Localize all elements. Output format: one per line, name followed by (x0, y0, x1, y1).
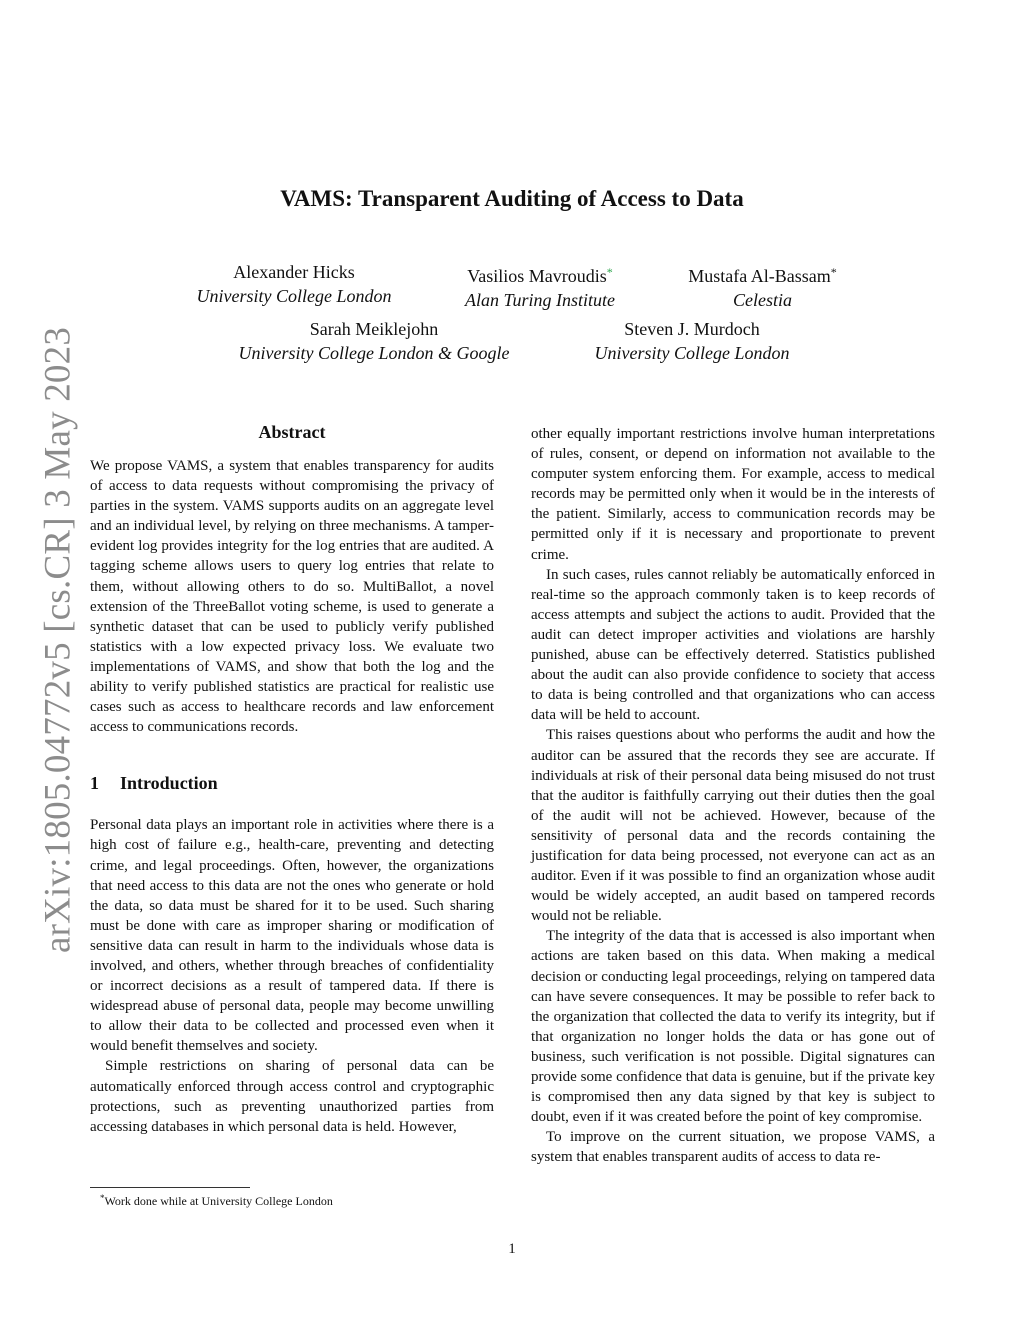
section-title: Introduction (120, 773, 218, 794)
abstract-text: We propose VAMS, a system that enables transparency for audits of access to data requests without compromising the privacy of parties in the system. VAMS supports audits on an aggregate level and an individual level, by relying on three mechanisms. A tamper-evident log provides integrity for the log entries that are audited. A tagging scheme allows users to query log entries that relate to them, without allowing others to do so. MultiBallot, a novel extension of the ThreeBallot voting scheme, is used to generate a synthetic dataset that can be used to publicly verify published statistics with a low expected privacy loss. We evaluate two implementations of VAMS, and show that both the log and the ability to verify published statistics are practical for realistic use cases such as access to healthcare records and law enforcement access to communications records. (90, 458, 494, 736)
footnote-mark: * (100, 1193, 105, 1203)
author-name: Alexander Hicks (233, 262, 355, 282)
right-column (531, 424, 935, 1167)
author-name: Mustafa Al-Bassam (688, 266, 831, 286)
left-column (90, 420, 494, 1137)
arxiv-identifier: arXiv:1805.04772v5 [cs.CR] 3 May 2023 (37, 326, 79, 954)
paper-title: VAMS: Transparent Auditing of Access to Data (280, 186, 744, 211)
paragraph: other equally important restrictions involve human interpretations of rules, consent, or depend on information not available to the computer system enforcing them. For example, access to medical records may be permitted only when it would be in the interests of the patient. Similarly, access to communication records may be permitted only if it is necessary and proportionate to prevent crime. (531, 426, 935, 563)
section-number: 1 (90, 773, 99, 794)
footnote (100, 1193, 333, 1209)
paragraph: In such cases, rules cannot reliably be automatically enforced in real-time so the approach commonly taken is to keep records of access attempts and subject the actions to audit. Provided that the audit can detect improper activities and violations are harshly punished, abuse can be effectively deterred. Statistics published about the audit can also provide confidence to society that access to data is being controlled and that organizations who can access data will be held to account. (531, 566, 935, 724)
author-block (184, 260, 404, 308)
author-affiliation: University College London (196, 286, 392, 306)
author-block (660, 260, 865, 312)
author-block (440, 260, 640, 312)
abstract-heading: Abstract (258, 422, 326, 442)
paragraph: This raises questions about who performs the audit and how the auditor can be assured that the records they see are accurate. If individuals at risk of their personal data being misused do not trust that the auditor is faithfully carrying out their duties then the goal of the audit will not be achieved. However, because of the sensitivity of personal data and the records containing the justification for data being processed, not everyone can act as an auditor. Even if it was possible to find an organization whose audit would be widely accepted, an audit based on tampered records would not be reliable. (531, 727, 935, 925)
author-affiliation: University College London & Google (238, 343, 510, 363)
author-affiliation: Alan Turing Institute (464, 290, 615, 310)
author-name: Vasilios Mavroudis (467, 266, 607, 286)
author-footnote-mark[interactable]: * (606, 265, 613, 279)
paragraph: Personal data plays an important role in activities where there is a high cost of failure e.g., health-care, preventing and detecting crime, and legal proceedings. Often, however, the organizations that need access to this data are not the ones who generate or hold the data, so data must be shared for it to be used. Such sharing must be done with care as improper sharing or modification of sensitive data can result in harm to the individuals whose data is involved, and others, whether through breaches of confidentiality or incorrect decisions as a result of tampered data. If there is widespread abuse of personal data, people may become unwilling to allow their data to be collected and processed even when it would benefit themselves and society. (90, 817, 494, 1055)
author-name: Steven J. Murdoch (624, 319, 760, 339)
author-affiliation: University College London (594, 343, 790, 363)
author-affiliation: Celestia (733, 290, 792, 310)
paragraph: To improve on the current situation, we propose VAMS, a system that enables transparent audits of access to data re- (531, 1129, 935, 1166)
author-name: Sarah Meiklejohn (309, 319, 439, 339)
author-block (214, 317, 534, 365)
page-number: 1 (508, 1241, 516, 1257)
paragraph: The integrity of the data that is accessed is also important when actions are taken based on this data. When making a medical decision or conducting legal proceedings, relying on tampered data can have severe consequences. It may be possible to refer back to the organization that collected the data to verify its integrity, but if that organization no longer holds the data or has gone out of business, such verification is not possible. Digital signatures can provide some confidence that data is genuine, but if the private key is compromised then any data signed by that key is subject to doubt, even if it was created before the point of key compromise. (531, 928, 935, 1126)
author-block (577, 317, 807, 365)
section-heading (90, 771, 494, 795)
author-footnote-mark: * (830, 265, 837, 279)
paragraph: Simple restrictions on sharing of personal data can be automatically enforced through access control and cryptographic protections, such as preventing unauthorized parties from accessing databases in which personal data is held. However, (90, 1058, 494, 1135)
footnote-divider (90, 1187, 250, 1188)
footnote-text: Work done while at University College London (104, 1194, 333, 1208)
